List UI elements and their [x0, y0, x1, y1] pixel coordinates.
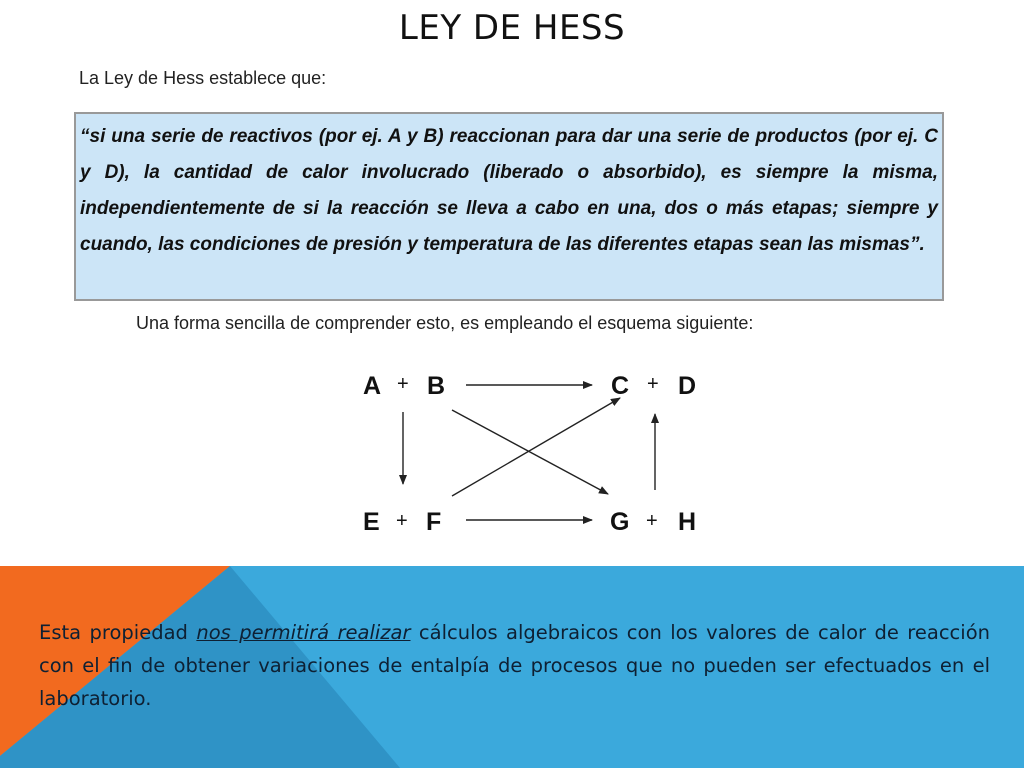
scheme-arrows [330, 360, 730, 550]
hess-scheme-diagram [330, 360, 730, 550]
slide-title: LEY DE HESS [398, 8, 626, 48]
quote-text: “si una serie de reactivos (por ej. A y B) reaccionan para dar una serie de productos (por ej. C y D), la cantidad de calor involucrado (liberado o absorbido), es siempre la misma, independientemente de si la reacción se lleva a cabo en una, dos o más etapas; siempre y cuando, las condiciones de presión y temperatura de las diferentes etapas sean las mismas”. [80, 126, 938, 255]
footer-text [39, 616, 990, 715]
species-d: D [678, 372, 697, 400]
footer-text-after: cálculos algebraicos con los valores de calor de reacción con el fin de obtener variaciones de entalpía de procesos que no pueden ser efectuados en el laboratorio. [39, 621, 990, 710]
plus-ab: + [397, 373, 409, 395]
explanation-text: Una forma sencilla de comprender esto, es empleando el esquema siguiente: [136, 313, 754, 333]
intro-text: La Ley de Hess establece que: [79, 68, 327, 88]
arrow-ef-to-cd [452, 398, 620, 496]
footer-text-emphasis: nos permitirá realizar [196, 621, 411, 644]
plus-gh: + [646, 510, 658, 532]
quote-box [74, 112, 944, 301]
plus-ef: + [396, 510, 408, 532]
species-h: H [678, 508, 697, 536]
species-a: A [363, 372, 382, 400]
species-b: B [427, 372, 446, 400]
plus-cd: + [647, 373, 659, 395]
species-g: G [610, 508, 630, 536]
arrow-ab-to-gh [452, 410, 608, 494]
species-f: F [426, 508, 442, 536]
species-e: E [363, 508, 380, 536]
footer-text-before: Esta propiedad [39, 621, 197, 644]
species-c: C [611, 372, 630, 400]
